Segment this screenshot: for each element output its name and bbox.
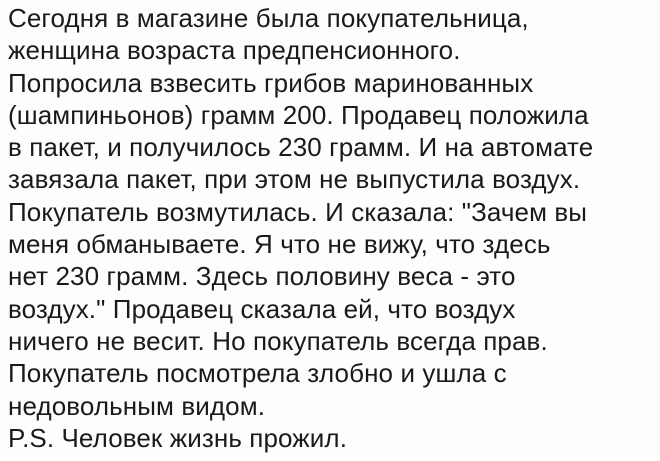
text-line: меня обманываете. Я что не вижу, что здесь bbox=[8, 229, 551, 260]
text-line: в пакет, и получилось 230 грамм. И на автомате bbox=[8, 132, 594, 163]
text-line: ничего не весит. Но покупатель всегда прав. bbox=[8, 325, 548, 356]
text-line: нет 230 грамм. Здесь половину веса - это bbox=[8, 261, 516, 292]
text-line: Попросила взвесить грибов маринованных bbox=[8, 67, 534, 98]
text-line: завязала пакет, при этом не выпустила воздух. bbox=[8, 164, 581, 195]
text-line: недовольным видом. bbox=[8, 390, 266, 421]
text-line: Покупатель посмотрела злобно и ушла с bbox=[8, 358, 507, 389]
text-line: воздух." Продавец сказала ей, что воздух bbox=[8, 293, 516, 324]
text-line: P.S. Человек жизнь прожил. bbox=[8, 422, 348, 453]
text-line: Покупатель возмутилась. И сказала: "Зачем вы bbox=[8, 196, 588, 227]
text-line: (шампиньонов) грамм 200. Продавец положила bbox=[8, 99, 589, 130]
text-line: женщина возраста предпенсионного. bbox=[8, 35, 461, 66]
text-line: Сегодня в магазине была покупательница, bbox=[8, 3, 529, 33]
